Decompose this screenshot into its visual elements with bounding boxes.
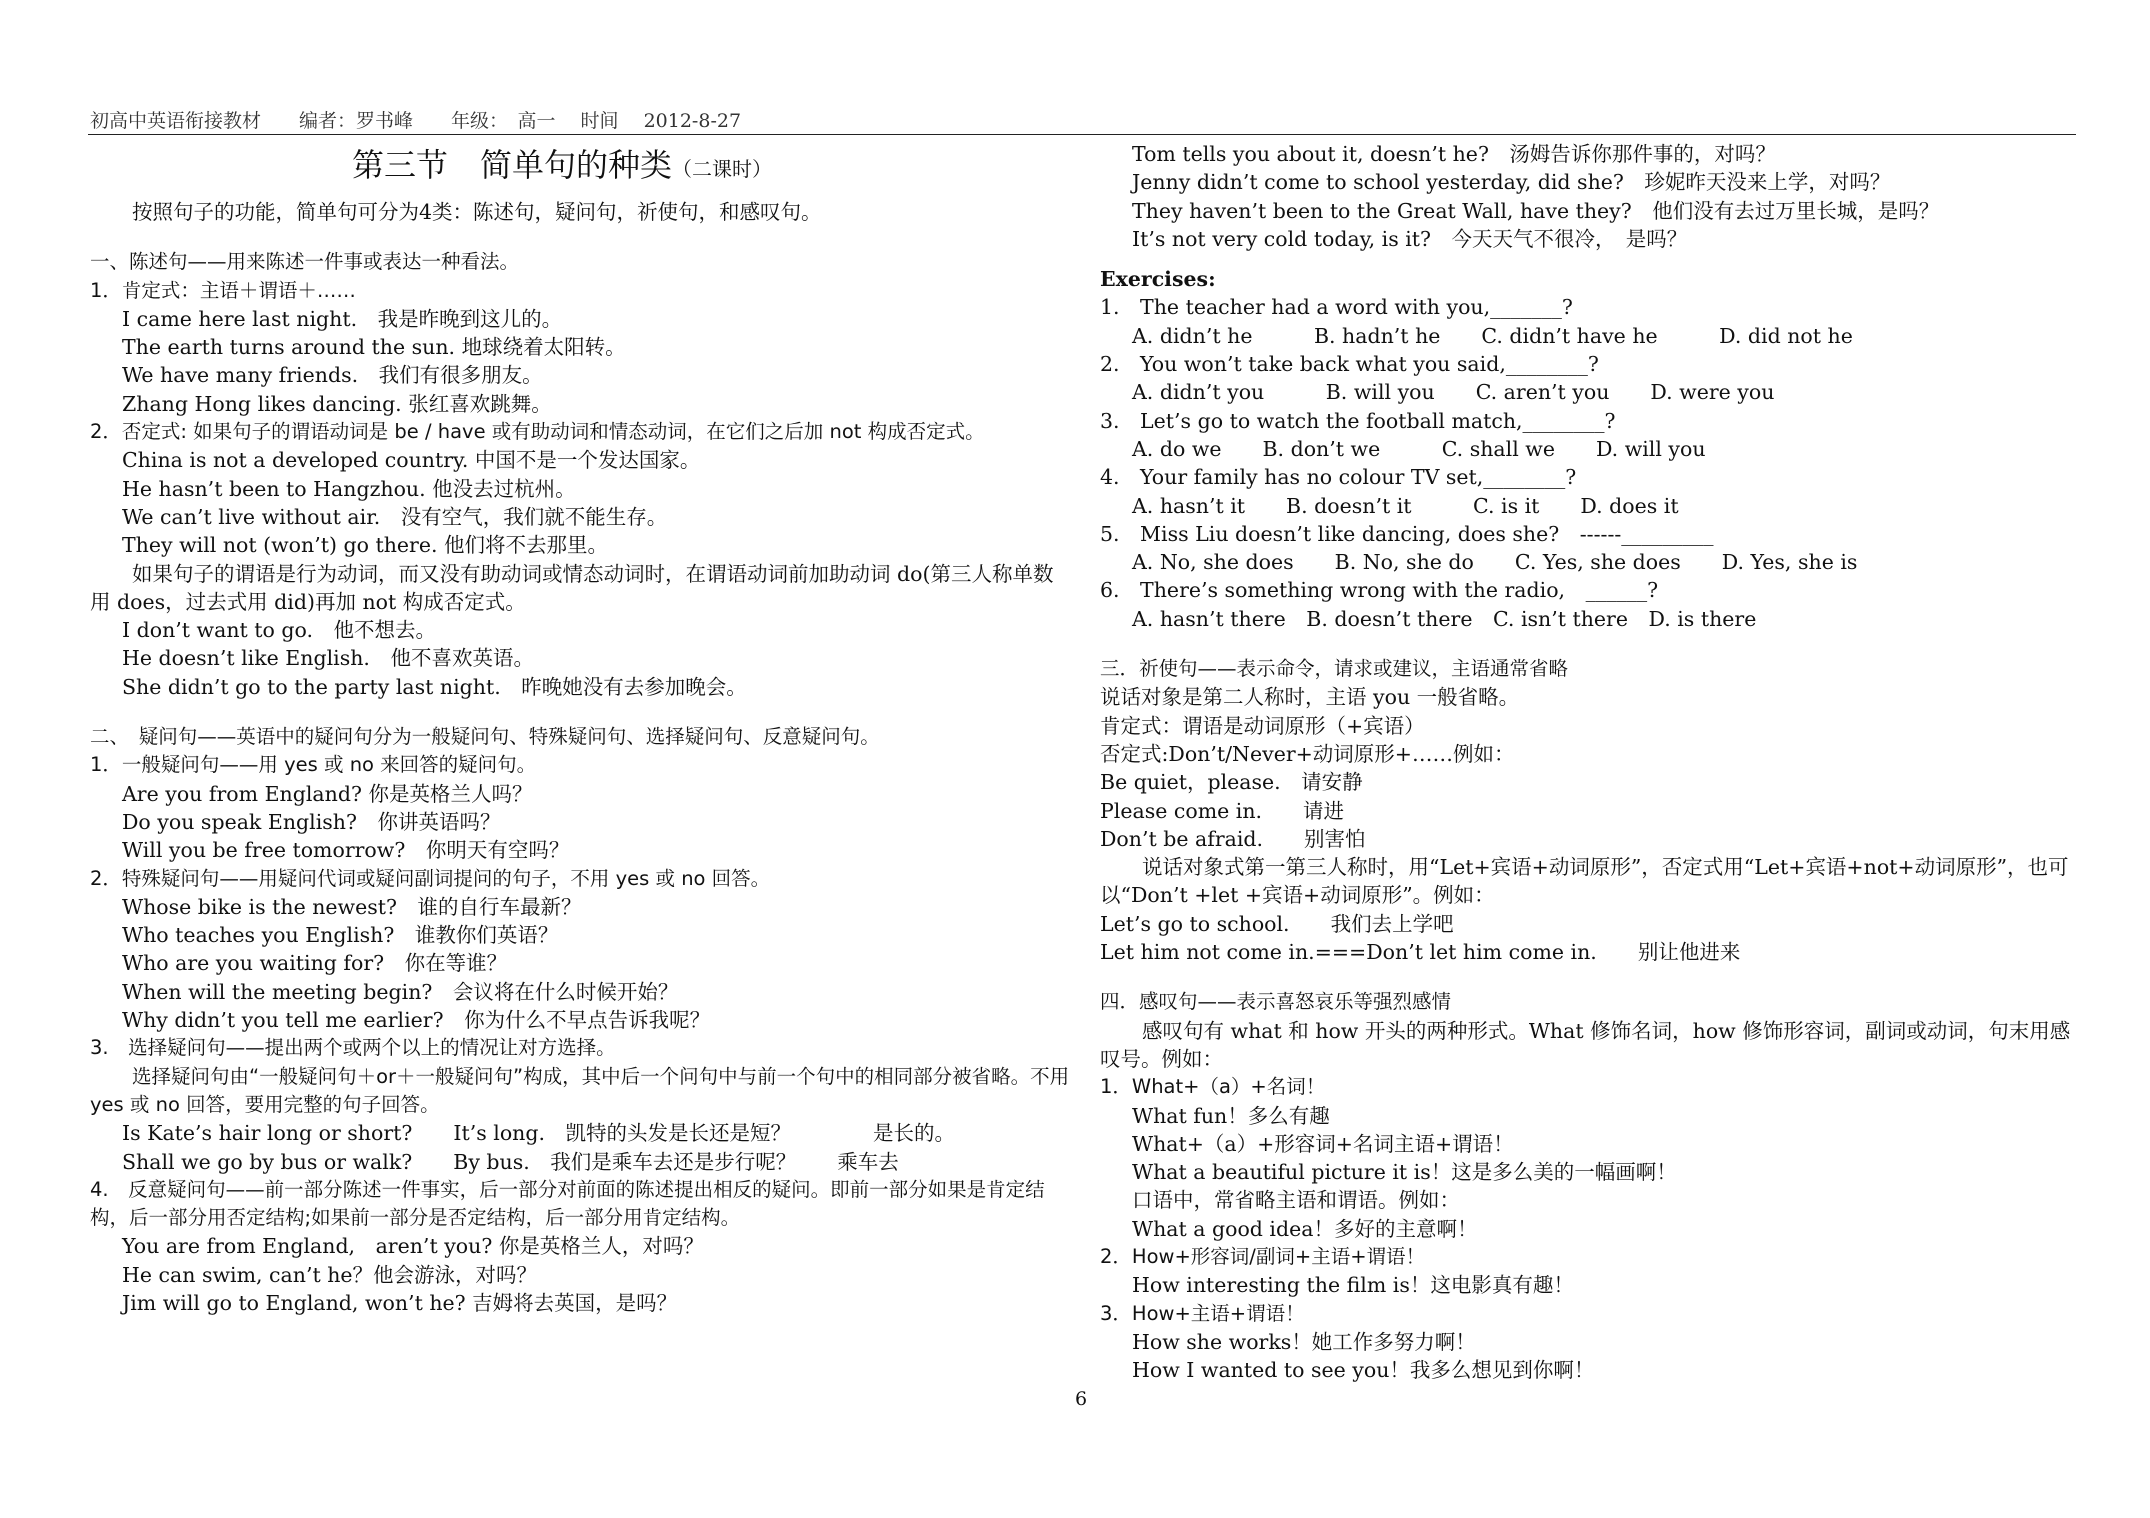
text-line: It’s not very cold today, is it? 今天天气不很冷， 是吗？	[1132, 226, 1688, 251]
text-line: When will the meeting begin? 会议将在什么时候开始？	[122, 979, 679, 1004]
text-line: What a beautiful picture it is！这是多么美的一幅画啊！	[1132, 1160, 1677, 1185]
spacer	[90, 226, 1070, 248]
title-note: （二课时）	[672, 157, 773, 181]
text-line: Please come in. 请进	[1100, 798, 1345, 823]
section-heading: 三．祈使句——表示命令，请求或建议，主语通常省略	[1100, 657, 1569, 681]
text-line: How she works！她工作多努力啊！	[1132, 1329, 1476, 1354]
text-line: Let’s go to school. 我们去上学吧	[1100, 911, 1454, 936]
section-heading: 1．一般疑问句——用 yes 或 no 来回答的疑问句。	[90, 753, 537, 777]
text-line: You are from England, aren’t you? 你是英格兰人，对吗？	[122, 1234, 704, 1259]
paragraph: 感叹句有 what 和 how 开头的两种形式。What 修饰名词，how 修饰形容词，副词或动词，句末用感叹号。例如：	[1100, 1018, 2071, 1071]
text-line: 肯定式：谓语是动词原形（+宾语）	[1100, 713, 1425, 738]
text-line: 4. Your family has no colour TV set,________?	[1100, 465, 1577, 490]
section-heading: 3. 选择疑问句——提出两个或两个以上的情况让对方选择。	[90, 1036, 616, 1060]
text-line: Tom tells you about it, doesn’t he? 汤姆告诉你那件事的，对吗？	[1132, 142, 1776, 166]
text-line: Jenny didn’t come to school yesterday, did she? 珍妮昨天没来上学，对吗？	[1132, 170, 1891, 195]
text-line: What+（a）+形容词+名词主语+谓语！	[1132, 1131, 1514, 1156]
text-line: I came here last night. 我是昨晚到这儿的。	[122, 306, 563, 331]
paragraph: 按照句子的功能，简单句可分为4类：陈述句，疑问句，祈使句，和感叹句。	[132, 200, 822, 224]
page-number: 6	[1074, 1388, 1088, 1410]
text-line: Who teaches you English? 谁教你们英语？	[122, 923, 559, 948]
left-column-body	[90, 198, 1070, 1317]
text-line: 口语中，常省略主语和谓语。例如：	[1132, 1188, 1460, 1213]
section-heading: 1．肯定式：主语＋谓语＋……	[90, 278, 356, 302]
section-heading: 2．特殊疑问句——用疑问代词或疑问副词提问的句子，不用 yes 或 no 回答。	[90, 866, 771, 890]
text-line: A. didn’t you B. will you C. aren’t you D. were you	[1132, 380, 1775, 405]
text-line: How interesting the film is！这电影真有趣！	[1132, 1273, 1574, 1298]
text-line: 5. Miss Liu doesn’t like dancing, does she? ------_________	[1100, 521, 1714, 546]
text-line: Jim will go to England, won’t he? 吉姆将去英国，是吗？	[122, 1290, 678, 1315]
text-line: Shall we go by bus or walk? By bus. 我们是乘车去还是步行呢？ 乘车去	[122, 1149, 899, 1174]
text-line: Do you speak English? 你讲英语吗？	[122, 809, 501, 834]
title-text: 第三节 简单句的种类	[352, 146, 673, 184]
text-line: Are you from England? 你是英格兰人吗？	[122, 781, 533, 806]
text-line: A. No, she does B. No, she do C. Yes, she does D. Yes, she is	[1132, 550, 1858, 575]
spacer	[1100, 966, 2075, 988]
section-heading: 2．How+形容词/副词+主语+谓语！	[1100, 1244, 1426, 1268]
text-line: Is Kate’s hair long or short? It’s long. 凯特的头发是长还是短？ 是长的。	[122, 1121, 956, 1146]
page-header: 初高中英语衔接教材 编者：罗书峰 年级： 高一 时间 2012-8-27	[90, 110, 742, 132]
right-column-body	[1100, 140, 2075, 1384]
text-line: He hasn’t been to Hangzhou. 他没去过杭州。	[122, 476, 576, 501]
text-line: Who are you waiting for? 你在等谁？	[122, 951, 508, 976]
paragraph: 说话对象式第一第三人称时，用“Let+宾语+动词原形”，否定式用“Let+宾语+not+动词原形”，也可以“Don’t +let +宾语+动词原形”。例如：	[1100, 855, 2069, 908]
text-line: We have many friends. 我们有很多朋友。	[122, 363, 543, 388]
text-line: How I wanted to see you！我多么想见到你啊！	[1132, 1358, 1595, 1383]
text-line: They haven’t been to the Great Wall, have they? 他们没有去过万里长城，是吗？	[1132, 198, 1940, 223]
text-line: He doesn’t like English. 他不喜欢英语。	[122, 646, 534, 671]
spacer	[90, 701, 1070, 723]
section-heading: 四．感叹句——表示喜怒哀乐等强烈感情	[1100, 990, 1452, 1014]
text-line: Whose bike is the newest? 谁的自行车最新？	[122, 894, 582, 919]
spacer	[1100, 633, 2075, 655]
paragraph: 如果句子的谓语是行为动词，而又没有助动词或情态动词时，在谓语动词前加助动词 do(第三人称单数用 does，过去式用 did)再加 not 构成否定式。	[90, 561, 1054, 614]
header-divider	[88, 134, 2076, 135]
text-line: Exercises:	[1100, 267, 1216, 292]
text-line: Be quiet，please. 请安静	[1100, 770, 1363, 795]
left-column	[90, 140, 1070, 1317]
text-line: We can’t live without air. 没有空气，我们就不能生存。	[122, 504, 668, 529]
text-line: I don’t want to go. 他不想去。	[122, 618, 436, 643]
text-line: A. didn’t he B. hadn’t he C. didn’t have he D. did not he	[1132, 323, 1853, 348]
text-line: The earth turns around the sun. 地球绕着太阳转。	[122, 335, 626, 360]
text-line: Zhang Hong likes dancing. 张红喜欢跳舞。	[122, 391, 552, 416]
text-line: China is not a developed country. 中国不是一个发达国家。	[122, 448, 701, 473]
text-line: Will you be free tomorrow? 你明天有空吗？	[122, 838, 570, 863]
text-line: A. hasn’t it B. doesn’t it C. is it D. does it	[1132, 493, 1679, 518]
section-heading: 一、陈述句——用来陈述一件事或表达一种看法。	[90, 250, 520, 274]
paragraph: 选择疑问句由“一般疑问句＋or＋一般疑问句”构成，其中后一个问句中与前一个句中的相同部分被省略。不用 yes 或 no 回答，要用完整的句子回答。	[90, 1064, 1070, 1116]
paragraph: 4. 反意疑问句——前一部分陈述一件事实，后一部分对前面的陈述提出相反的疑问。即前一部分如果是肯定结构，后一部分用否定结构;如果前一部分是否定结构，后一部分用肯定结构。	[90, 1177, 1045, 1230]
text-line: What fun！多么有趣	[1132, 1103, 1330, 1128]
text-line: 1. The teacher had a word with you,_______?	[1100, 295, 1573, 320]
text-line: What a good idea！多好的主意啊！	[1132, 1216, 1478, 1241]
text-line: 3. Let’s go to watch the football match,________?	[1100, 408, 1616, 433]
text-line: He can swim, can’t he？他会游泳，对吗？	[122, 1262, 538, 1287]
text-line: 2. You won’t take back what you said,________?	[1100, 352, 1599, 377]
text-line: Don’t be afraid. 别害怕	[1100, 826, 1366, 851]
text-line: Why didn’t you tell me earlier? 你为什么不早点告诉我呢？	[122, 1008, 711, 1033]
text-line: A. do we B. don’t we C. shall we D. will you	[1132, 436, 1706, 461]
right-column	[1100, 140, 2075, 1384]
section-heading: 2．否定式: 如果句子的谓语动词是 be / have 或有助动词和情态动词，在它们之后加 not 构成否定式。	[90, 420, 985, 444]
section-heading: 3．How+主语+谓语！	[1100, 1301, 1305, 1325]
spacer	[1100, 253, 2075, 265]
text-line: A. hasn’t there B. doesn’t there C. isn’t there D. is there	[1132, 606, 1757, 631]
text-line: 6. There’s something wrong with the radio, ______?	[1100, 578, 1659, 603]
text-line: 说话对象是第二人称时，主语 you 一般省略。	[1100, 685, 1520, 710]
text-line: Let him not come in.===Don’t let him come in. 别让他进来	[1100, 940, 1741, 965]
section-title	[90, 142, 1070, 188]
text-line: 否定式:Don’t/Never+动词原形+……例如：	[1100, 741, 1515, 766]
section-heading: 1．What+（a）+名词！	[1100, 1075, 1326, 1099]
text-line: She didn’t go to the party last night. 昨晚她没有去参加晚会。	[122, 674, 747, 699]
text-line: They will not (won’t) go there. 他们将不去那里。	[122, 533, 609, 558]
section-heading: 二、 疑问句——英语中的疑问句分为一般疑问句、特殊疑问句、选择疑问句、反意疑问句。	[90, 725, 880, 749]
